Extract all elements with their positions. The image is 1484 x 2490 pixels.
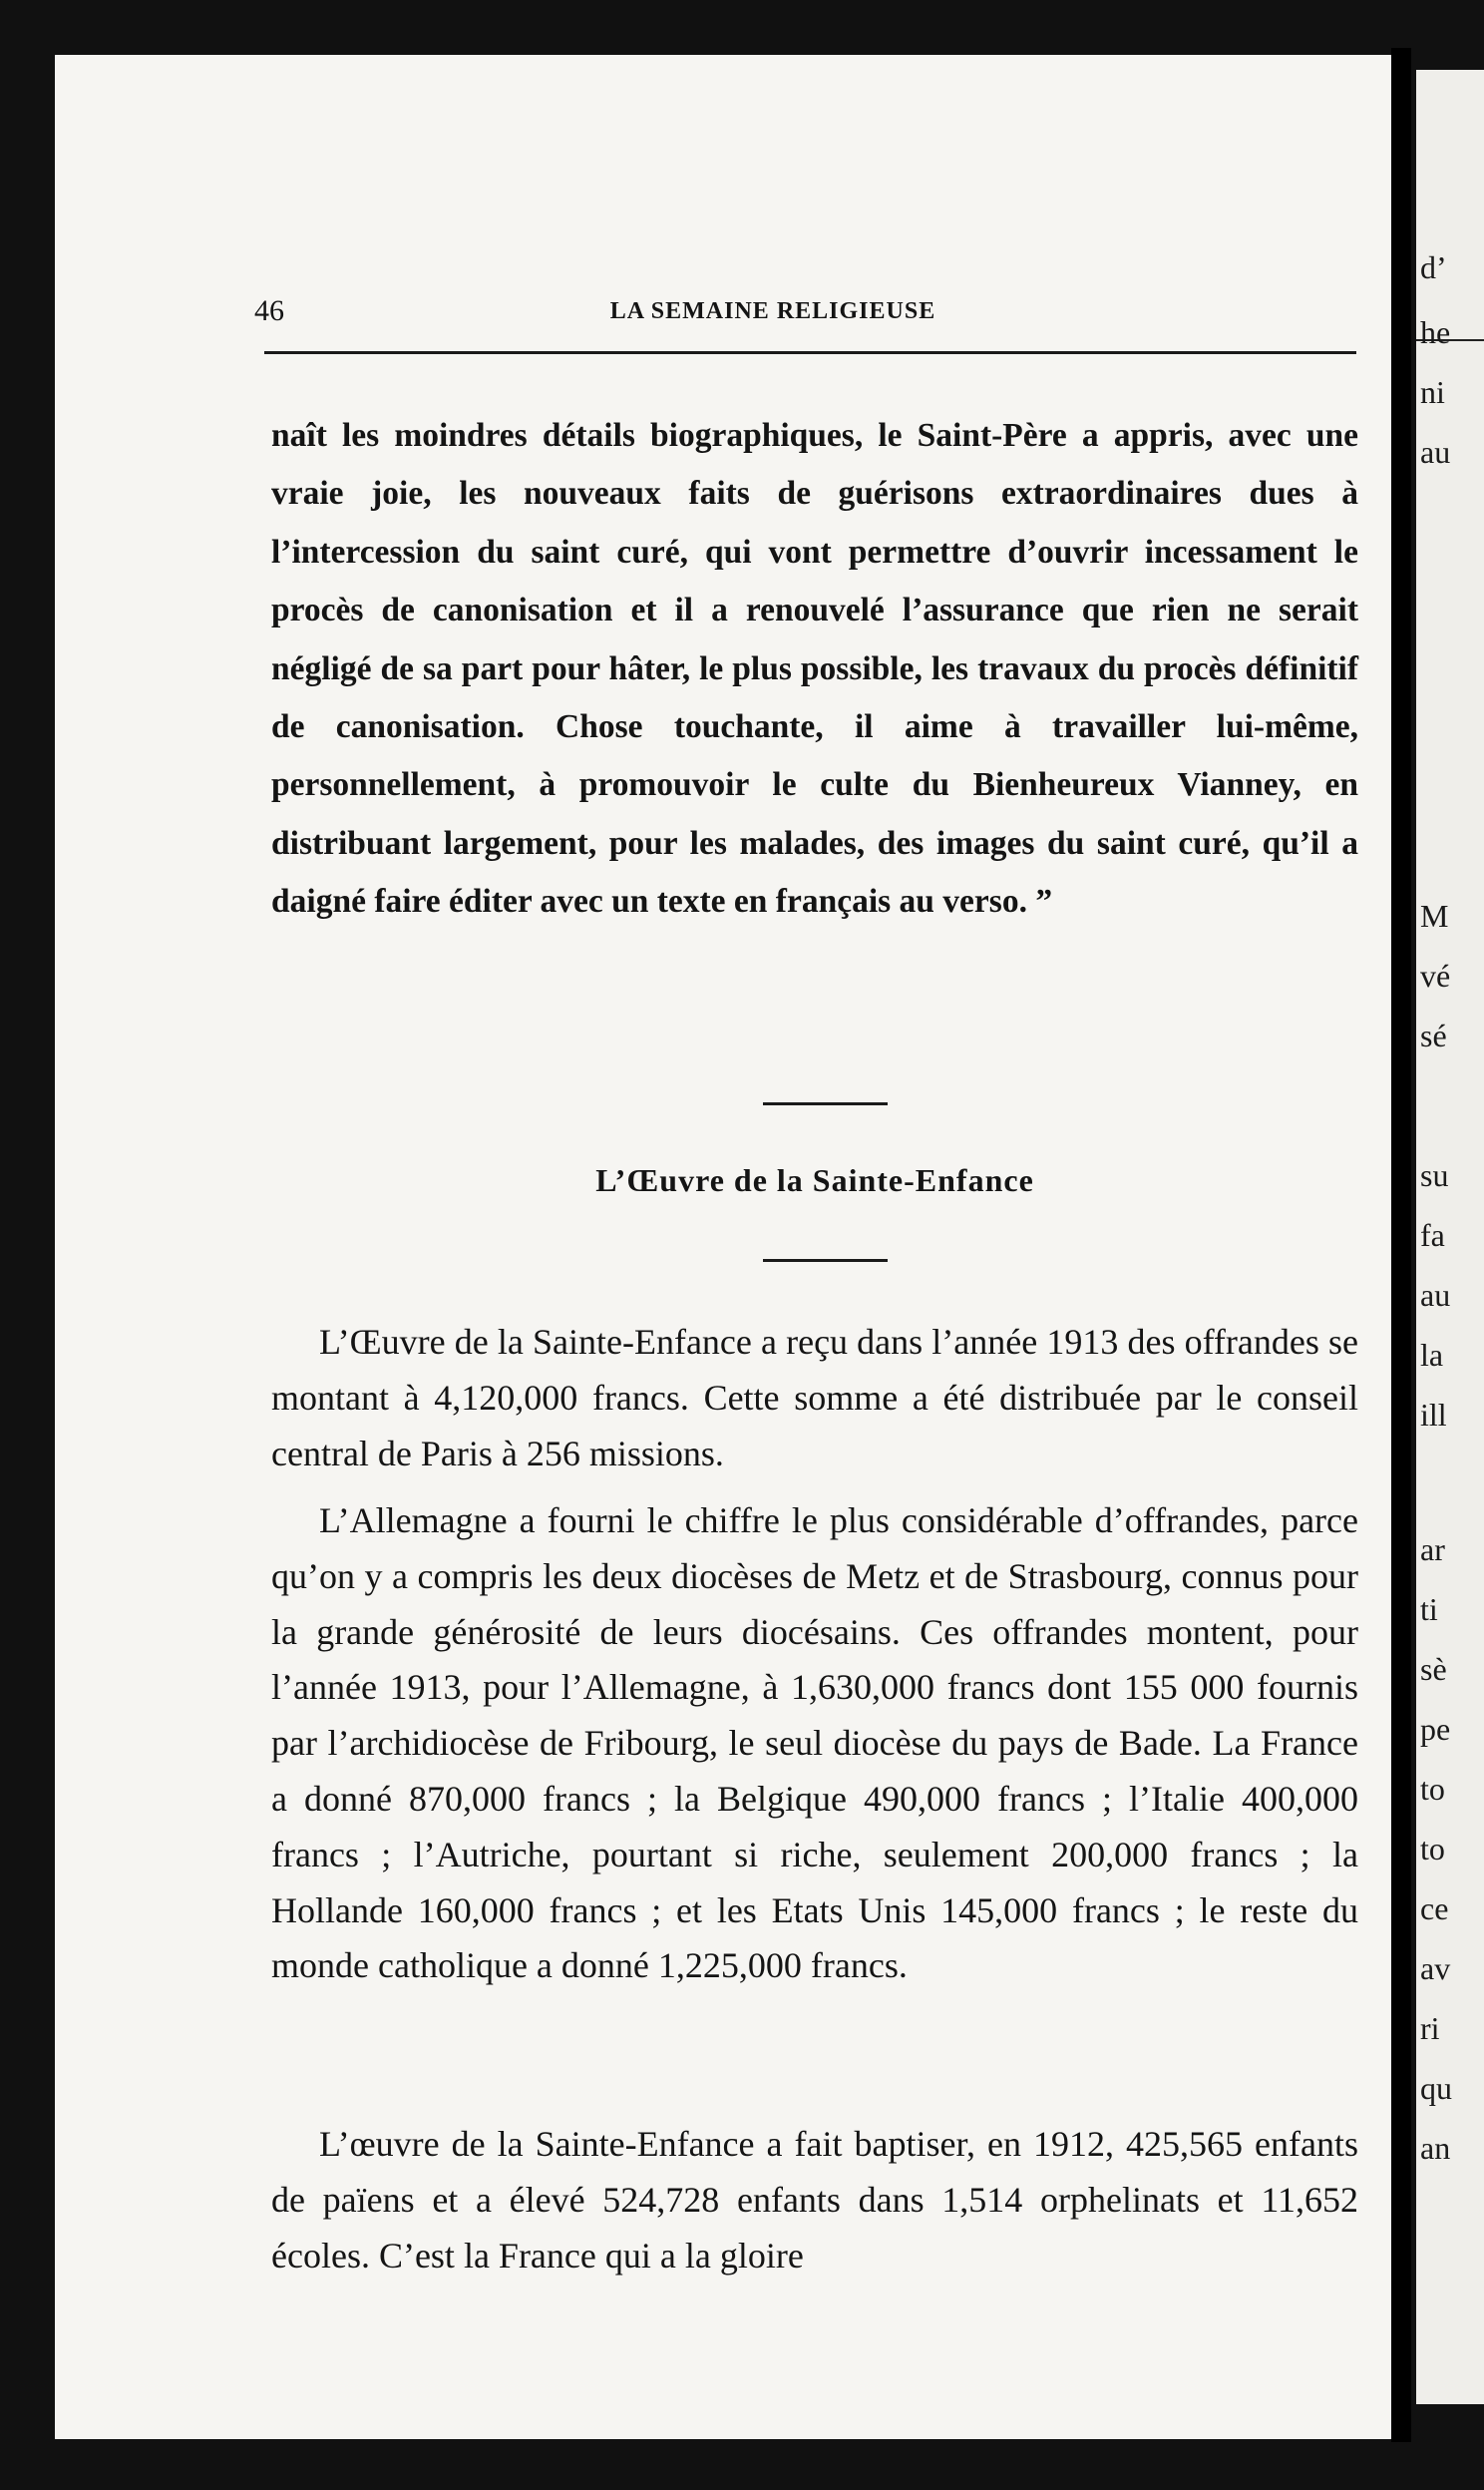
- facing-page-fragment: an: [1420, 2130, 1451, 2166]
- facing-page-fragment: ill: [1420, 1397, 1447, 1433]
- facing-page-fragment: pe: [1420, 1711, 1451, 1747]
- section-divider-top: [763, 1102, 888, 1105]
- facing-page-fragment: qu: [1420, 2070, 1452, 2106]
- header-rule: [264, 351, 1356, 354]
- facing-page-fragment: av: [1420, 1950, 1451, 1986]
- continued-quote-paragraph: naît les moindres détails biographiques, le Saint-Père a appris, avec une vraie joie, les nouveaux faits de guérisons extraordinaires dues à l’intercession du saint curé, qui vont permettre d’ouvrir incessament le procès de canonisation et il a renouvelé l’assurance que rien ne serait négligé de sa part pour hâter, le plus possible, les travaux du procès définitif de canonisation. Chose touchante, il aime à travailler lui-même, personnellement, à promouvoir le culte du Bienheureux Vianney, en distribuant largement, pour les malades, des images du saint curé, qu’il a daigné faire éditer avec un texte en français au verso. ”: [271, 417, 1358, 921]
- running-title: LA SEMAINE RELIGIEUSE: [609, 298, 936, 324]
- facing-page-fragment: d’: [1420, 249, 1447, 285]
- page-number: 46: [254, 294, 284, 327]
- paragraph-baptisms-schools: L’œuvre de la Sainte-Enfance a fait baptiser, en 1912, 425,565 enfants de païens et a élevé 524,728 enfants dans 1,514 orphelinats et 11,652 écoles. C’est la France qui a la gloire: [271, 2124, 1358, 2276]
- book-spine: [1391, 48, 1411, 2442]
- facing-page-fragment: ti: [1420, 1591, 1438, 1627]
- facing-page-fragment: au: [1420, 434, 1451, 470]
- section-divider-bottom: [763, 1259, 888, 1262]
- facing-page-fragment: ni: [1420, 374, 1445, 410]
- facing-page-fragment: la: [1420, 1337, 1444, 1373]
- facing-page-edge: [1416, 70, 1484, 2404]
- facing-page-fragment: ce: [1420, 1890, 1449, 1926]
- facing-page-fragment: sé: [1420, 1018, 1447, 1053]
- section-heading: L’Œuvre de la Sainte-Enfance: [595, 1162, 1034, 1198]
- paragraph-offerings-total: L’Œuvre de la Sainte-Enfance a reçu dans l’année 1913 des offrandes se montant à 4,120,000 francs. Cette somme a été distribuée par le conseil central de Paris à 256 missions.: [271, 1322, 1358, 1473]
- facing-page-fragment: M: [1420, 898, 1449, 934]
- facing-page-fragment: ar: [1420, 1531, 1445, 1567]
- facing-page-fragment: he: [1420, 314, 1451, 350]
- facing-page-fragment: vé: [1420, 958, 1451, 994]
- paragraph-offerings-by-country: L’Allemagne a fourni le chiffre le plus considérable d’offrandes, parce qu’on y a compris les deux diocèses de Metz et de Strasbourg, connus pour la grande générosité de leurs diocésains. Ces offrandes montent, pour l’année 1913, pour l’Allemagne, à 1,630,000 francs dont 155 000 fournis par l’archidiocèse de Fribourg, le seul diocèse du pays de Bade. La France a donné 870,000 francs ; la Belgique 490,000 francs ; l’Italie 400,000 francs ; l’Autriche, pourtant si riche, seulement 200,000 francs ; la Hollande 160,000 francs ; et les Etats Unis 145,000 francs ; le reste du monde catholique a donné 1,225,000 francs.: [271, 1500, 1358, 1986]
- facing-page-fragment: su: [1420, 1157, 1449, 1193]
- facing-page-fragment: ri: [1420, 2010, 1440, 2046]
- facing-page-fragment: to: [1420, 1771, 1445, 1807]
- facing-page-fragment: fa: [1420, 1217, 1445, 1253]
- facing-page-fragment: sè: [1420, 1651, 1447, 1687]
- page-header: [194, 294, 1351, 334]
- facing-page-fragment: to: [1420, 1831, 1445, 1867]
- facing-page-fragment: au: [1420, 1277, 1451, 1313]
